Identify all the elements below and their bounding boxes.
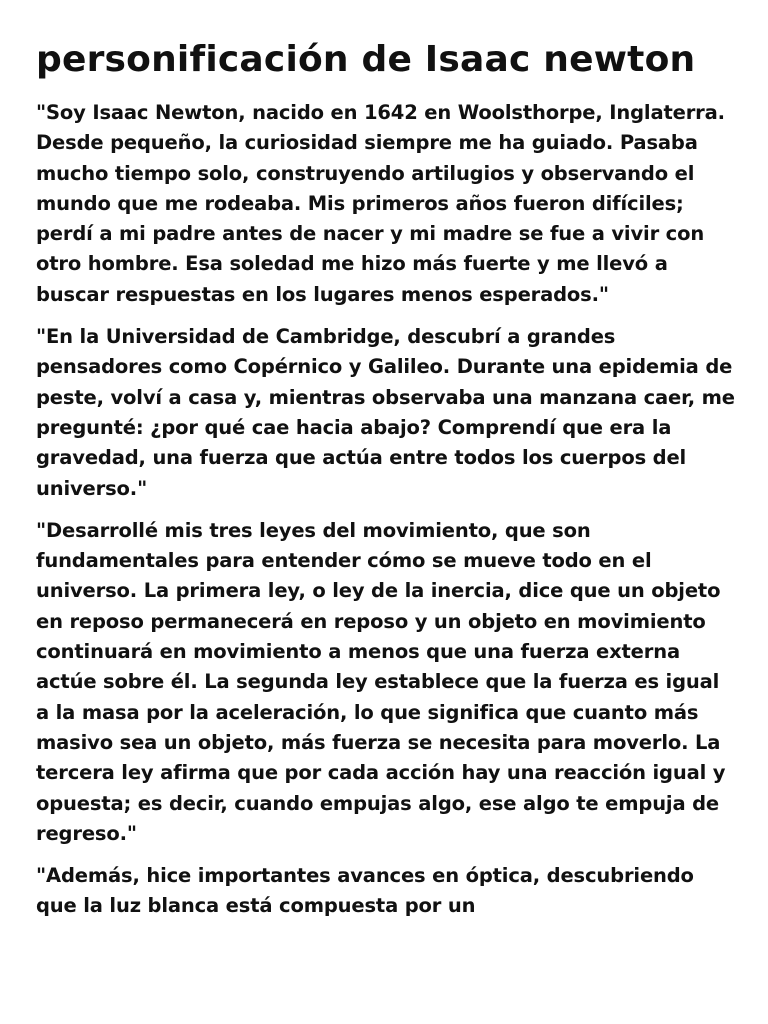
paragraph-4: "Además, hice importantes avances en óptica, descubriendo que la luz blanca está compuesta por un xyxy=(36,864,694,918)
document-page xyxy=(36,36,736,934)
paragraph-3: "Desarrollé mis tres leyes del movimiento, que son fundamentales para entender cómo se mueve todo en el universo. La primera ley, o ley de la inercia, dice que un objeto en reposo permanecerá en reposo y un objeto en movimiento continuará en movimiento a menos que una fuerza externa actúe sobre él. La segunda ley establece que la fuerza es igual a la masa por la aceleración, lo que significa que cuanto más masivo sea un objeto, más fuerza se necesita para moverlo. La tercera ley afirma que por cada acción hay una reacción igual y opuesta; es decir, cuando empujas algo, ese algo te empuja de regreso." xyxy=(36,518,726,845)
paragraph-1: "Soy Isaac Newton, nacido en 1642 en Woolsthorpe, Inglaterra. Desde pequeño, la curiosidad siempre me ha guiado. Pasaba mucho tiempo solo, construyendo artilugios y observando el mundo que me rodeaba. Mis primeros años fueron difíciles; perdí a mi padre antes de nacer y mi madre se fue a vivir con otro hombre. Esa soledad me hizo más fuerte y me llevó a buscar respuestas en los lugares menos esperados." xyxy=(36,101,725,306)
document-title: personificación de Isaac newton xyxy=(36,39,696,80)
paragraph-2: "En la Universidad de Cambridge, descubrí a grandes pensadores como Copérnico y Galileo. Durante una epidemia de peste, volví a casa y, mientras observaba una manzana caer, me pregunté: ¿por qué cae hacia abajo? Comprendí que era la gravedad, una fuerza que actúa entre todos los cuerpos del universo." xyxy=(36,325,735,500)
